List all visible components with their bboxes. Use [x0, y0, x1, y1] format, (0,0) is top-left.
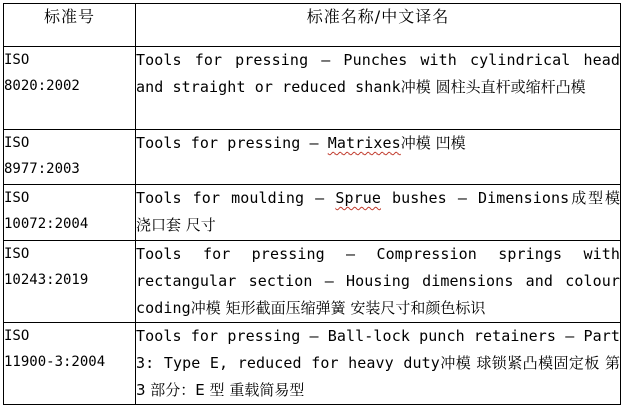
standard-number-cell: [4, 47, 136, 130]
standard-name-cell: [136, 323, 621, 405]
standard-prefix: ISO: [4, 52, 30, 68]
standard-code: 8977:2003: [4, 161, 80, 177]
standard-title: Tools for pressing —: [136, 134, 328, 152]
standards-table: [3, 3, 621, 405]
standard-name-cell: [136, 185, 621, 241]
standard-prefix: ISO: [4, 328, 30, 344]
standard-chinese-name: 成型模 浇口套 尺寸: [136, 189, 620, 234]
standard-prefix: ISO: [4, 135, 30, 151]
standard-title-rest: bushes — Dimensions: [380, 189, 570, 207]
header-standard-number: 标准号: [4, 4, 136, 47]
standard-code: 8020:2002: [4, 78, 80, 94]
table-row: [4, 47, 621, 130]
table-row: [4, 323, 621, 405]
standard-title: Tools for moulding —: [136, 189, 336, 207]
spellcheck-marked-word: Sprue: [335, 189, 381, 207]
header-standard-name: 标准名称/中文译名: [136, 4, 621, 47]
standard-number-cell: [4, 323, 136, 405]
standard-number-cell: [4, 185, 136, 241]
standard-code: 11900-3:2004: [4, 354, 106, 370]
table-row: [4, 241, 621, 323]
table-row: [4, 130, 621, 185]
standard-chinese-name: 冲模 球锁紧凸模固定板 第 3 部分：E 型 重载简易型: [136, 354, 620, 399]
table-row: [4, 185, 621, 241]
standard-number-cell: [4, 130, 136, 185]
standard-chinese-name: 冲模 圆柱头直杆或缩杆凸模: [400, 78, 586, 96]
standard-title: Tools for pressing — Compression springs with rectangular section — Housing dimensions and colour coding: [136, 245, 620, 317]
standard-name-cell: [136, 130, 621, 185]
standard-code: 10072:2004: [4, 216, 89, 232]
standard-prefix: ISO: [4, 190, 30, 206]
standard-code: 10243:2019: [4, 272, 89, 288]
standard-name-cell: [136, 47, 621, 130]
standard-chinese-name: 冲模 凹模: [400, 134, 466, 152]
spellcheck-marked-word: Matrixes: [327, 134, 401, 152]
standard-number-cell: [4, 241, 136, 323]
standard-title: Tools for pressing — Punches with cylindrical head and straight or reduced shank: [136, 51, 620, 96]
standard-title: Tools for pressing — Ball-lock punch retainers — Part 3: Type E, reduced for heavy duty: [136, 327, 620, 372]
standard-name-cell: [136, 241, 621, 323]
standard-chinese-name: 冲模 矩形截面压缩弹簧 安装尺寸和颜色标识: [190, 299, 486, 317]
standard-prefix: ISO: [4, 246, 30, 262]
